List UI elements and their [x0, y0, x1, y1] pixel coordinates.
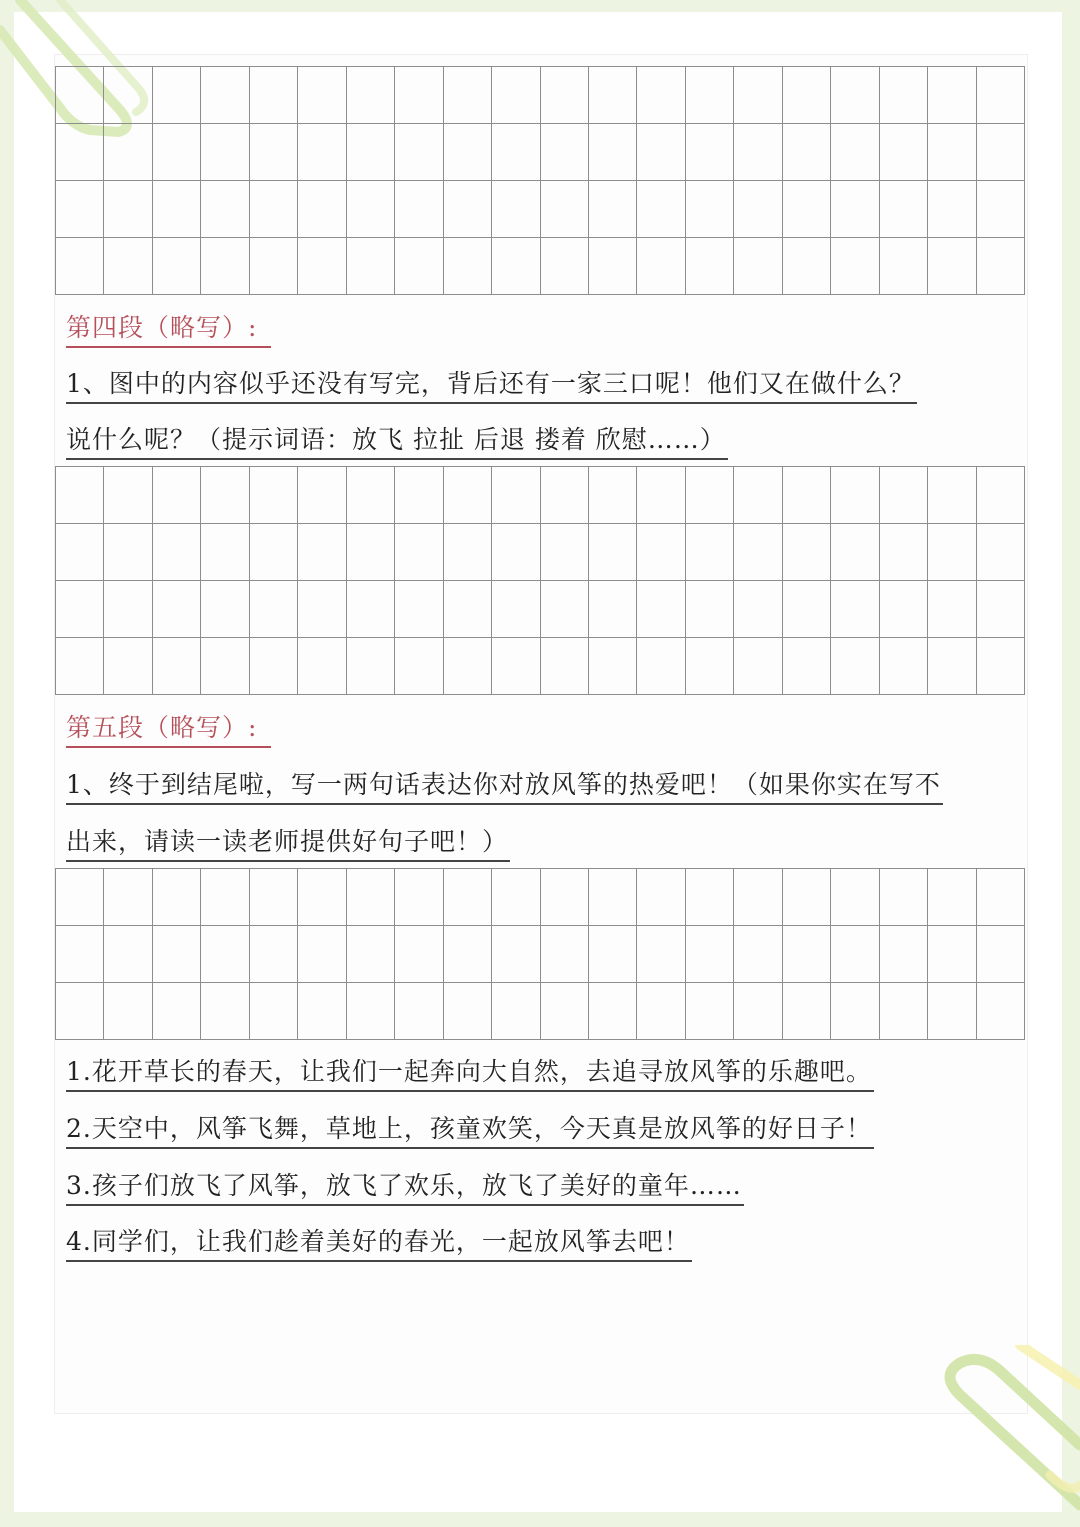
grid-cell[interactable]	[104, 524, 152, 581]
grid-cell[interactable]	[880, 181, 928, 238]
grid-cell[interactable]	[56, 926, 104, 983]
grid-cell[interactable]	[928, 926, 976, 983]
grid-cell[interactable]	[492, 581, 540, 638]
grid-cell[interactable]	[298, 181, 346, 238]
example-sentence-2: 2.天空中，风筝飞舞，草地上，孩童欢笑，今天真是放风筝的好日子！	[66, 1109, 874, 1149]
grid-cell[interactable]	[444, 124, 492, 181]
grid-cell[interactable]	[250, 67, 298, 124]
grid-cell[interactable]	[153, 467, 201, 524]
grid-cell[interactable]	[541, 926, 589, 983]
grid-cell[interactable]	[880, 524, 928, 581]
grid-cell[interactable]	[831, 124, 879, 181]
section-four-prompt-line-2: 说什么呢？（提示词语：放飞 拉扯 后退 搂着 欣慰……）	[66, 420, 728, 460]
grid-cell[interactable]	[153, 238, 201, 295]
grid-cell[interactable]	[880, 581, 928, 638]
grid-cell[interactable]	[831, 581, 879, 638]
grid-cell[interactable]	[589, 67, 637, 124]
grid-cell[interactable]	[201, 983, 249, 1040]
grid-cell[interactable]	[734, 181, 782, 238]
grid-cell[interactable]	[541, 238, 589, 295]
grid-cell[interactable]	[783, 124, 831, 181]
grid-cell[interactable]	[686, 983, 734, 1040]
grid-cell[interactable]	[347, 524, 395, 581]
grid-cell[interactable]	[783, 869, 831, 926]
grid-cell[interactable]	[589, 869, 637, 926]
grid-cell[interactable]	[928, 181, 976, 238]
grid-cell[interactable]	[250, 983, 298, 1040]
grid-cell[interactable]	[56, 124, 104, 181]
grid-cell[interactable]	[201, 869, 249, 926]
grid-cell[interactable]	[395, 983, 443, 1040]
grid-cell[interactable]	[395, 581, 443, 638]
grid-cell[interactable]	[589, 124, 637, 181]
grid-cell[interactable]	[589, 467, 637, 524]
grid-cell[interactable]	[928, 524, 976, 581]
grid-cell[interactable]	[783, 581, 831, 638]
grid-cell[interactable]	[56, 983, 104, 1040]
grid-cell[interactable]	[250, 467, 298, 524]
grid-cell[interactable]	[880, 467, 928, 524]
section-five-prompt-line-2: 出来，请读一读老师提供好句子吧！）	[66, 822, 510, 862]
example-sentence-3: 3.孩子们放飞了风筝，放飞了欢乐，放飞了美好的童年……	[66, 1166, 744, 1206]
grid-cell[interactable]	[347, 238, 395, 295]
grid-cell[interactable]	[686, 124, 734, 181]
grid-cell[interactable]	[541, 581, 589, 638]
grid-cell[interactable]	[395, 524, 443, 581]
grid-cell[interactable]	[880, 124, 928, 181]
grid-cell[interactable]	[347, 467, 395, 524]
grid-cell[interactable]	[104, 124, 152, 181]
grid-cell[interactable]	[831, 869, 879, 926]
grid-cell[interactable]	[201, 124, 249, 181]
grid-cell[interactable]	[831, 926, 879, 983]
grid-cell[interactable]	[734, 238, 782, 295]
grid-cell[interactable]	[831, 67, 879, 124]
grid-cell[interactable]	[298, 638, 346, 695]
grid-cell[interactable]	[977, 467, 1025, 524]
grid-cell[interactable]	[201, 181, 249, 238]
grid-cell[interactable]	[153, 581, 201, 638]
grid-cell[interactable]	[637, 869, 685, 926]
grid-cell[interactable]	[298, 238, 346, 295]
grid-cell[interactable]	[395, 124, 443, 181]
grid-cell[interactable]	[977, 238, 1025, 295]
grid-cell[interactable]	[977, 983, 1025, 1040]
grid-cell[interactable]	[734, 67, 782, 124]
grid-cell[interactable]	[492, 524, 540, 581]
grid-cell[interactable]	[783, 638, 831, 695]
grid-cell[interactable]	[201, 524, 249, 581]
grid-cell[interactable]	[444, 869, 492, 926]
grid-cell[interactable]	[589, 181, 637, 238]
grid-cell[interactable]	[395, 67, 443, 124]
grid-cell[interactable]	[928, 869, 976, 926]
grid-cell[interactable]	[928, 467, 976, 524]
grid-cell[interactable]	[637, 67, 685, 124]
example-sentence-1: 1.花开草长的春天，让我们一起奔向大自然，去追寻放风筝的乐趣吧。	[66, 1052, 874, 1092]
grid-cell[interactable]	[250, 638, 298, 695]
grid-cell[interactable]	[201, 238, 249, 295]
grid-cell[interactable]	[589, 524, 637, 581]
grid-cell[interactable]	[104, 67, 152, 124]
grid-cell[interactable]	[153, 869, 201, 926]
grid-cell[interactable]	[977, 67, 1025, 124]
grid-cell[interactable]	[928, 124, 976, 181]
section-four-heading: 第四段（略写）:	[66, 308, 271, 348]
grid-cell[interactable]	[734, 926, 782, 983]
grid-cell[interactable]	[444, 638, 492, 695]
grid-cell[interactable]	[492, 467, 540, 524]
grid-cell[interactable]	[686, 181, 734, 238]
grid-cell[interactable]	[153, 181, 201, 238]
grid-cell[interactable]	[347, 869, 395, 926]
grid-cell[interactable]	[492, 238, 540, 295]
grid-cell[interactable]	[880, 926, 928, 983]
grid-cell[interactable]	[637, 638, 685, 695]
grid-cell[interactable]	[928, 67, 976, 124]
grid-cell[interactable]	[734, 983, 782, 1040]
grid-cell[interactable]	[298, 581, 346, 638]
grid-cell[interactable]	[56, 581, 104, 638]
grid-cell[interactable]	[104, 238, 152, 295]
grid-cell[interactable]	[250, 581, 298, 638]
grid-cell[interactable]	[298, 983, 346, 1040]
grid-cell[interactable]	[783, 926, 831, 983]
grid-cell[interactable]	[250, 181, 298, 238]
grid-cell[interactable]	[541, 467, 589, 524]
grid-cell[interactable]	[444, 581, 492, 638]
grid-cell[interactable]	[347, 581, 395, 638]
grid-cell[interactable]	[637, 926, 685, 983]
grid-cell[interactable]	[880, 638, 928, 695]
grid-cell[interactable]	[56, 524, 104, 581]
grid-cell[interactable]	[880, 67, 928, 124]
grid-cell[interactable]	[56, 238, 104, 295]
grid-cell[interactable]	[783, 181, 831, 238]
section-five-heading: 第五段（略写）:	[66, 708, 271, 748]
grid-cell[interactable]	[831, 238, 879, 295]
grid-cell[interactable]	[395, 926, 443, 983]
grid-cell[interactable]	[104, 581, 152, 638]
grid-cell[interactable]	[928, 238, 976, 295]
grid-cell[interactable]	[637, 983, 685, 1040]
grid-cell[interactable]	[104, 926, 152, 983]
grid-cell[interactable]	[201, 581, 249, 638]
grid-cell[interactable]	[56, 467, 104, 524]
grid-cell[interactable]	[56, 181, 104, 238]
grid-cell[interactable]	[298, 524, 346, 581]
writing-grid-2[interactable]	[55, 466, 1025, 695]
grid-cell[interactable]	[831, 638, 879, 695]
grid-cell[interactable]	[783, 524, 831, 581]
grid-cell[interactable]	[541, 67, 589, 124]
grid-cell[interactable]	[541, 524, 589, 581]
grid-cell[interactable]	[395, 467, 443, 524]
grid-cell[interactable]	[395, 869, 443, 926]
grid-cell[interactable]	[977, 638, 1025, 695]
grid-cell[interactable]	[492, 869, 540, 926]
grid-cell[interactable]	[637, 581, 685, 638]
grid-cell[interactable]	[880, 238, 928, 295]
grid-cell[interactable]	[734, 638, 782, 695]
grid-cell[interactable]	[686, 581, 734, 638]
grid-cell[interactable]	[589, 926, 637, 983]
grid-cell[interactable]	[734, 869, 782, 926]
grid-cell[interactable]	[250, 869, 298, 926]
grid-cell[interactable]	[444, 67, 492, 124]
grid-cell[interactable]	[104, 869, 152, 926]
grid-cell[interactable]	[492, 67, 540, 124]
grid-cell[interactable]	[298, 124, 346, 181]
grid-cell[interactable]	[444, 467, 492, 524]
grid-cell[interactable]	[153, 638, 201, 695]
grid-cell[interactable]	[734, 581, 782, 638]
grid-cell[interactable]	[201, 67, 249, 124]
grid-cell[interactable]	[734, 124, 782, 181]
grid-cell[interactable]	[977, 581, 1025, 638]
paper-clip-bottom-right-icon	[920, 1345, 1080, 1527]
grid-cell[interactable]	[734, 524, 782, 581]
grid-cell[interactable]	[347, 124, 395, 181]
grid-cell[interactable]	[880, 869, 928, 926]
grid-cell[interactable]	[880, 983, 928, 1040]
grid-cell[interactable]	[686, 926, 734, 983]
grid-cell[interactable]	[541, 124, 589, 181]
section-four-prompt-line-1: 1、图中的内容似乎还没有写完，背后还有一家三口呢！他们又在做什么？	[66, 364, 917, 404]
grid-cell[interactable]	[298, 67, 346, 124]
grid-cell[interactable]	[637, 467, 685, 524]
grid-cell[interactable]	[831, 467, 879, 524]
grid-cell[interactable]	[298, 869, 346, 926]
grid-cell[interactable]	[444, 238, 492, 295]
grid-cell[interactable]	[589, 238, 637, 295]
grid-cell[interactable]	[250, 926, 298, 983]
grid-cell[interactable]	[977, 524, 1025, 581]
grid-cell[interactable]	[686, 238, 734, 295]
grid-cell[interactable]	[395, 638, 443, 695]
grid-cell[interactable]	[589, 983, 637, 1040]
grid-cell[interactable]	[201, 638, 249, 695]
grid-cell[interactable]	[977, 869, 1025, 926]
grid-cell[interactable]	[831, 524, 879, 581]
grid-cell[interactable]	[492, 181, 540, 238]
grid-cell[interactable]	[686, 524, 734, 581]
grid-cell[interactable]	[250, 124, 298, 181]
grid-cell[interactable]	[686, 638, 734, 695]
grid-cell[interactable]	[444, 983, 492, 1040]
grid-cell[interactable]	[637, 124, 685, 181]
grid-cell[interactable]	[637, 524, 685, 581]
grid-cell[interactable]	[201, 467, 249, 524]
grid-cell[interactable]	[977, 926, 1025, 983]
grid-cell[interactable]	[104, 467, 152, 524]
grid-cell[interactable]	[637, 181, 685, 238]
grid-cell[interactable]	[104, 638, 152, 695]
grid-cell[interactable]	[492, 638, 540, 695]
grid-cell[interactable]	[347, 181, 395, 238]
writing-grid-3[interactable]	[55, 868, 1025, 1040]
grid-cell[interactable]	[492, 983, 540, 1040]
grid-cell[interactable]	[104, 983, 152, 1040]
grid-cell[interactable]	[347, 983, 395, 1040]
grid-cell[interactable]	[153, 67, 201, 124]
grid-cell[interactable]	[298, 467, 346, 524]
grid-cell[interactable]	[541, 983, 589, 1040]
grid-cell[interactable]	[977, 124, 1025, 181]
grid-cell[interactable]	[831, 983, 879, 1040]
grid-cell[interactable]	[734, 467, 782, 524]
grid-cell[interactable]	[56, 638, 104, 695]
grid-cell[interactable]	[686, 467, 734, 524]
grid-cell[interactable]	[492, 926, 540, 983]
grid-cell[interactable]	[928, 983, 976, 1040]
grid-cell[interactable]	[347, 926, 395, 983]
grid-cell[interactable]	[444, 181, 492, 238]
grid-cell[interactable]	[56, 67, 104, 124]
grid-cell[interactable]	[928, 581, 976, 638]
grid-cell[interactable]	[444, 524, 492, 581]
grid-cell[interactable]	[347, 638, 395, 695]
grid-cell[interactable]	[153, 983, 201, 1040]
grid-cell[interactable]	[783, 238, 831, 295]
grid-cell[interactable]	[395, 238, 443, 295]
grid-cell[interactable]	[928, 638, 976, 695]
grid-cell[interactable]	[541, 181, 589, 238]
grid-cell[interactable]	[444, 926, 492, 983]
grid-cell[interactable]	[201, 926, 249, 983]
grid-cell[interactable]	[686, 67, 734, 124]
grid-cell[interactable]	[153, 524, 201, 581]
grid-cell[interactable]	[153, 926, 201, 983]
grid-cell[interactable]	[153, 124, 201, 181]
grid-cell[interactable]	[831, 181, 879, 238]
grid-cell[interactable]	[589, 581, 637, 638]
grid-cell[interactable]	[686, 869, 734, 926]
grid-cell[interactable]	[977, 181, 1025, 238]
grid-cell[interactable]	[637, 238, 685, 295]
section-five-prompt-line-1: 1、终于到结尾啦，写一两句话表达你对放风筝的热爱吧！（如果你实在写不	[66, 765, 943, 805]
grid-cell[interactable]	[541, 638, 589, 695]
grid-cell[interactable]	[783, 983, 831, 1040]
grid-cell[interactable]	[104, 181, 152, 238]
grid-cell[interactable]	[783, 467, 831, 524]
example-sentence-4: 4.同学们，让我们趁着美好的春光，一起放风筝去吧！	[66, 1222, 692, 1262]
grid-cell[interactable]	[541, 869, 589, 926]
grid-cell[interactable]	[298, 926, 346, 983]
grid-cell[interactable]	[783, 67, 831, 124]
grid-cell[interactable]	[250, 238, 298, 295]
grid-cell[interactable]	[589, 638, 637, 695]
grid-cell[interactable]	[250, 524, 298, 581]
grid-cell[interactable]	[492, 124, 540, 181]
grid-cell[interactable]	[56, 869, 104, 926]
grid-cell[interactable]	[395, 181, 443, 238]
writing-grid-1[interactable]	[55, 66, 1025, 295]
grid-cell[interactable]	[347, 67, 395, 124]
